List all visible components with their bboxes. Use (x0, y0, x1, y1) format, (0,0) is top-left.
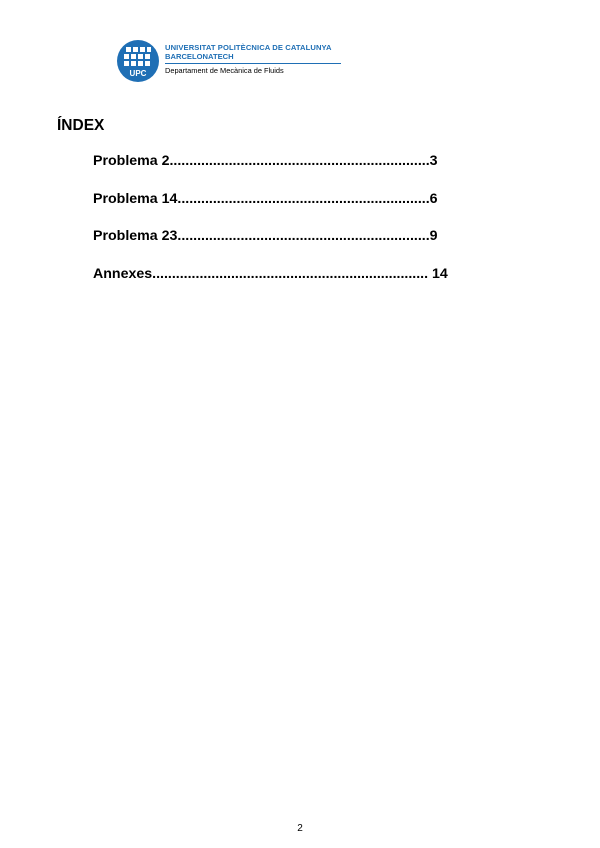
upc-logo-icon (117, 40, 159, 82)
logo-divider (165, 63, 341, 64)
page-number: 2 (297, 823, 303, 834)
toc-entry-problema-2[interactable]: Problema 2..................................................................3 (93, 153, 438, 169)
logo-text-block (165, 43, 355, 76)
index-title: ÍNDEX (57, 117, 105, 134)
document-header (117, 40, 357, 84)
university-name: UNIVERSITAT POLITÈCNICA DE CATALUNYA (165, 43, 332, 52)
toc-entry-problema-14[interactable]: Problema 14................................................................6 (93, 190, 438, 207)
toc-entry-annexes[interactable]: Annexes...................................................................... 14 (93, 265, 448, 282)
toc-entry-problema-23[interactable]: Problema 23................................................................9 (93, 228, 438, 244)
table-of-contents (93, 152, 503, 302)
logo-text: UPC (129, 69, 147, 78)
university-subtitle: BARCELONATECH (165, 52, 234, 61)
department-name: Departament de Mecànica de Fluids (165, 66, 284, 75)
